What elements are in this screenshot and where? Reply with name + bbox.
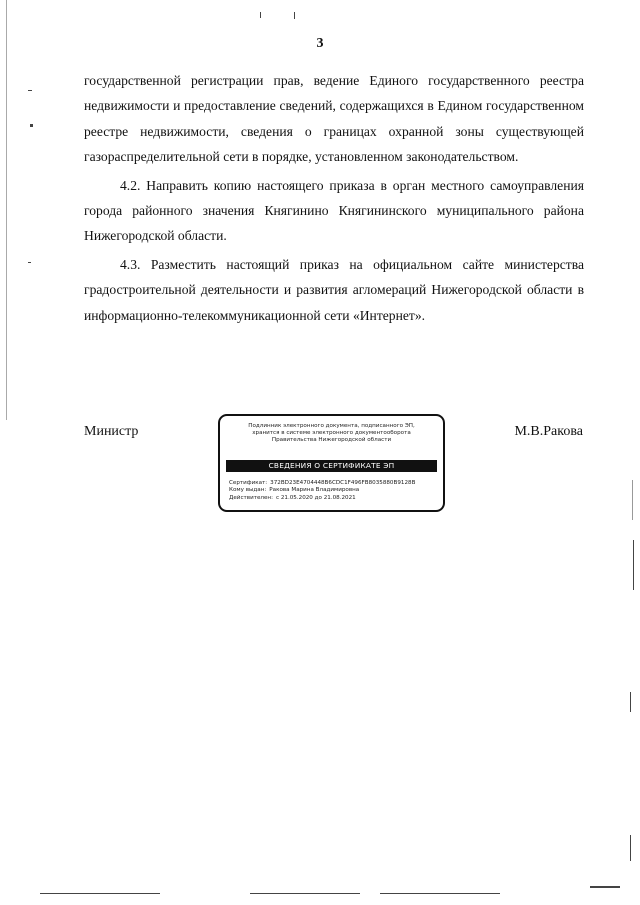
scan-mark xyxy=(590,886,620,888)
scan-mark xyxy=(250,893,360,894)
scan-mark xyxy=(6,0,7,420)
scan-mark xyxy=(380,893,500,894)
signatory-name: М.В.Ракова xyxy=(514,424,583,439)
scan-mark xyxy=(30,124,33,127)
stamp-header-line: хранится в системе электронного документооборота xyxy=(252,430,411,437)
certificate-row xyxy=(229,480,415,487)
valid-row xyxy=(229,495,415,502)
document-body xyxy=(84,68,584,328)
scan-mark xyxy=(40,893,160,894)
issued-to-value: Ракова Марина Владимировна xyxy=(269,487,360,494)
certificate-value: 372BD23E4704448B6CDC1F496FB8035880B9128B xyxy=(270,480,416,486)
stamp-header xyxy=(220,423,443,445)
paragraph-continuation: государственной регистрации прав, ведение Единого государственного реестра недвижимости и предоставление сведений, содержащихся в Едином государственном реестре недвижимости, сведения о границах охранной зоны существующей газораспределительной сети в порядке, установленном законодательством. xyxy=(84,73,584,165)
paragraph-4-2: 4.2. Направить копию настоящего приказа в орган местного самоуправления города районного значения Княгинино Княгининского муниципального района Нижегородской области. xyxy=(84,177,584,244)
page-number: 3 xyxy=(316,36,324,51)
certificate-label: Сертификат: xyxy=(229,480,268,486)
scan-mark xyxy=(630,692,631,712)
issued-to-label: Кому выдан: xyxy=(229,487,267,494)
scan-mark xyxy=(630,835,631,861)
stamp-header-line: Правительства Нижегородской области xyxy=(271,437,392,444)
scan-mark xyxy=(28,262,31,263)
stamp-header-line: Подлинник электронного документа, подписанного ЭП, xyxy=(248,423,415,429)
scan-mark xyxy=(260,12,261,18)
valid-label: Действителен: xyxy=(229,494,273,501)
scan-mark xyxy=(28,90,32,91)
electronic-signature-stamp xyxy=(218,414,445,512)
valid-value: с 21.05.2020 до 21.08.2021 xyxy=(275,494,356,501)
scan-mark xyxy=(632,480,633,520)
issued-to-row xyxy=(229,487,415,494)
scan-mark xyxy=(633,540,634,590)
paragraph-4-3: 4.3. Разместить настоящий приказ на официальном сайте министерства градостроительной деятельности и развития агломераций Нижегородской области в информационно-телекоммуникационной сети «Интернет». xyxy=(84,256,584,323)
signatory-role: Министр xyxy=(84,424,139,439)
stamp-details xyxy=(229,480,415,502)
scan-mark xyxy=(294,12,295,19)
stamp-title: СВЕДЕНИЯ О СЕРТИФИКАТЕ ЭП xyxy=(226,460,437,472)
